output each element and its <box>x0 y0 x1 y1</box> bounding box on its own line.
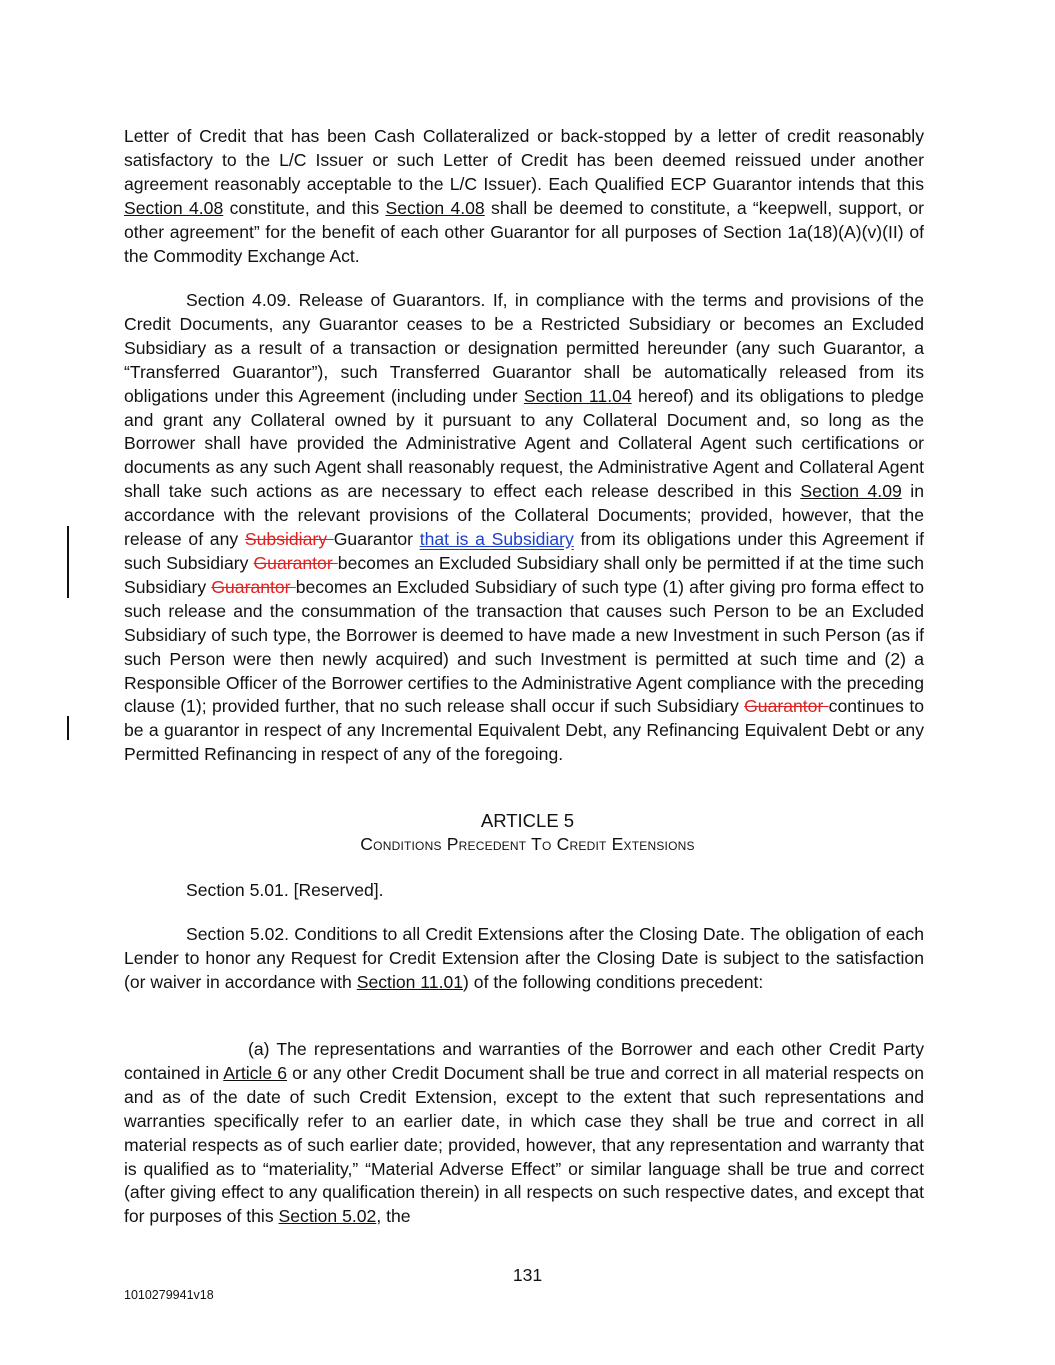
section-reference: Section 11.04 <box>523 385 632 406</box>
section-reference: Section 11.01 <box>356 971 464 992</box>
section-reference: Section 4.08 <box>385 197 485 218</box>
section-4-09-paragraph: Section 4.09. Release of Guarantors. If, in compliance with the terms and provisions of the Credit Documents, any Guarantor ceases to be a Restricted Subsidiary or becomes an Excluded Subsidiary as a result of a transaction or designation permitted hereunder (any such Guarantor, a “Transferred Guarantor”), such Transferred Guarantor shall be automatically released from its obligations under this Agreement (including under Section 11.04 hereof) and its obligations to pledge and grant any Collateral owned by it pursuant to any Collateral Document and, so long as the Borrower shall have provided the Administrative Agent and Collateral Agent such certifications or documents as any such Agent shall reasonably request, the Administrative Agent and Collateral Agent shall take such actions as are necessary to effect each release described in this Section 4.09 in accordance with the relevant provisions of the Collateral Documents; provided, however, that the release of any Subsidiary Guarantor that is a Subsidiary from its obligations under this Agreement if such Subsidiary Guarantor becomes an Excluded Subsidiary shall only be permitted if at the time such Subsidiary Guarantor becomes an Excluded Subsidiary of such type (1) after giving pro forma effect to such release and the consummation of the transaction that causes such Person to be an Excluded Subsidiary of such type, the Borrower is deemed to have made a new Investment in such Person (as if such Person were then newly acquired) and such Investment is permitted at such time and (2) a Responsible Officer of the Borrower certifies to the Administrative Agent compliance with the preceding clause (1); provided further, that no such release shall occur if such Subsidiary Guarantor continues to be a guarantor in respect of any Incremental Equivalent Debt, any Refinancing Equivalent Debt or any Permitted Refinancing in respect of any of the foregoing. <box>124 290 924 765</box>
article-title: Conditions Precedent To Credit Extensions <box>360 834 695 854</box>
clause-a-paragraph: (a) The representations and warranties of the Borrower and each other Credit Party contained in Article 6 or any other Credit Document shall be true and correct in all material respects on and as of the date of such Credit Extension, except to the extent that such representations and warranties specifically refer to an earlier date, in which case they shall be true and correct in all material respects as of such earlier date; provided, however, that any representation and warranty that is qualified as to “materiality,” “Material Adverse Effect” or similar language shall be true and correct (after giving effect to any qualification therein) in all respects on such respective dates, and except that for purposes of this Section 5.02, the <box>124 1039 924 1227</box>
page-number: 131 <box>512 1265 543 1285</box>
deleted-text: Subsidiary <box>244 529 334 550</box>
revision-change-bar <box>67 526 69 598</box>
deleted-text: Guarantor <box>211 576 296 597</box>
section-5-02-paragraph: Section 5.02. Conditions to all Credit Extensions after the Closing Date. The obligation of each Lender to honor any Request for Credit Extension after the Closing Date is subject to the satisfaction (or waiver in accordance with Section 11.01) of the following conditions precedent: <box>124 924 924 992</box>
deleted-text: Guarantor <box>744 696 829 717</box>
document-id: 1010279941v18 <box>124 1288 214 1302</box>
section-reference: Section 5.02 <box>278 1206 377 1227</box>
section-5-01-paragraph: Section 5.01. [Reserved]. <box>186 880 384 900</box>
revision-change-bar <box>67 716 69 740</box>
deleted-text: Guarantor <box>253 552 338 573</box>
section-reference: Section 4.09 <box>800 481 902 502</box>
article-reference: Article 6 <box>223 1062 288 1083</box>
article-number: ARTICLE 5 <box>480 810 575 831</box>
inserted-text: that is a Subsidiary <box>419 529 574 550</box>
section-reference: Section 4.08 <box>124 197 224 218</box>
paragraph-keepwell: Letter of Credit that has been Cash Collateralized or back-stopped by a letter of credit reasonably satisfactory to the L/C Issuer or such Letter of Credit has been deemed reissued under another agreement reasonably acceptable to the L/C Issuer). Each Qualified ECP Guarantor intends that this Section 4.08 constitute, and this Section 4.08 shall be deemed to constitute, a “keepwell, support, or other agreement” for the benefit of each other Guarantor for all purposes of Section 1a(18)(A)(v)(II) of the Commodity Exchange Act. <box>124 126 924 266</box>
